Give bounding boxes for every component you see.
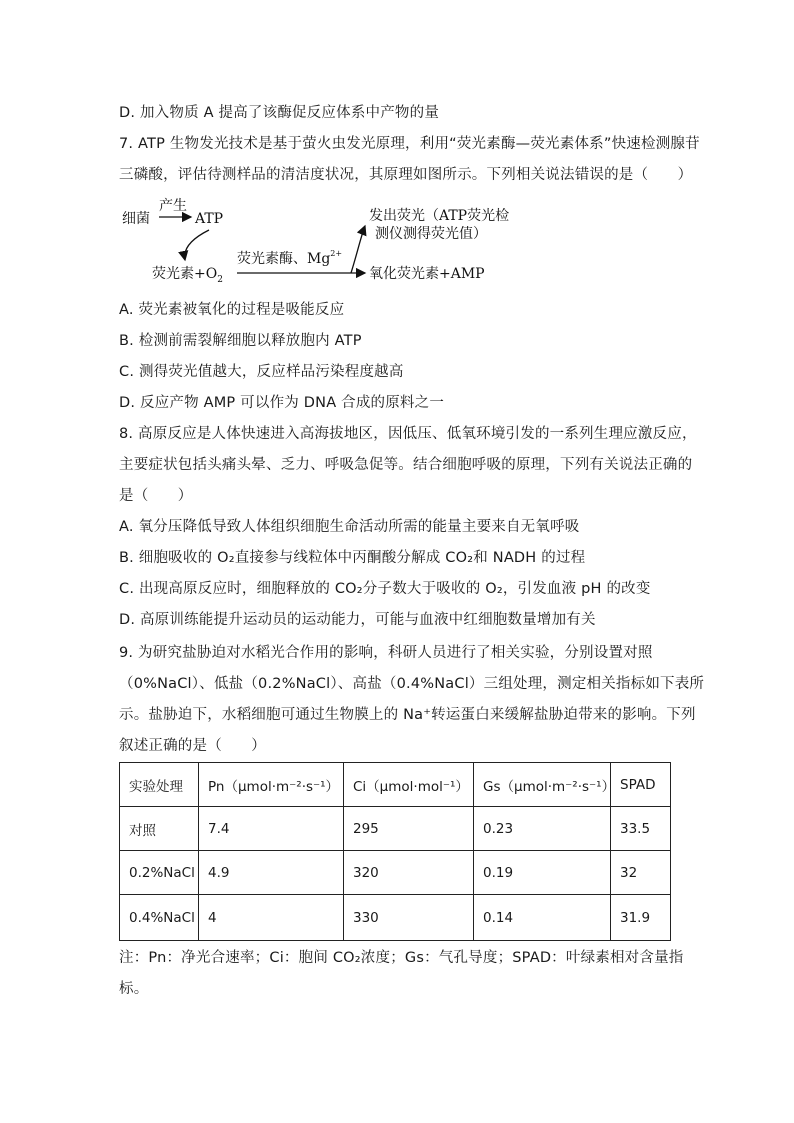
q9-stem-line-3: 示。盐胁迫下，水稻细胞可通过生物膜上的 Na⁺转运蛋白来缓解盐胁迫带来的影响。下列	[119, 707, 696, 723]
q9-stem-line-1: 9. 为研究盐胁迫对水稻光合作用的影响，科研人员进行了相关实验，分别设置对照	[119, 645, 653, 661]
table-cell: 7.4	[199, 807, 344, 851]
atp-fluorescence-diagram	[119, 196, 539, 292]
q8-stem-line-2: 主要症状包括头痛头晕、乏力、呼吸急促等。结合细胞呼吸的原理，下列有关说法正确的	[119, 457, 693, 473]
q9-note-line-2: 标。	[119, 981, 149, 997]
q9-note-line-1: 注：Pn：净光合速率；Ci：胞间 CO₂浓度；Gs：气孔导度；SPAD：叶绿素相对含量指	[119, 950, 684, 966]
header-cell: Ci（μmol·mol⁻¹）	[344, 763, 474, 807]
q8-option-a: A. 氧分压降低导致人体组织细胞生命活动所需的能量主要来自无氧呼吸	[119, 519, 580, 535]
emit-arrow	[351, 226, 365, 273]
table-cell: 4	[199, 895, 344, 941]
header-cell: 实验处理	[120, 763, 199, 807]
table-cell: 0.19	[474, 851, 611, 895]
header-cell: Pn（μmol·m⁻²·s⁻¹）	[199, 763, 344, 807]
q6-option-d: D. 加入物质 A 提高了该酶促反应体系中产物的量	[119, 105, 440, 121]
q8-option-c: C. 出现高原反应时，细胞释放的 CO₂分子数大于吸收的 O₂，引发血液 pH 的改变	[119, 581, 651, 597]
table-cell: 0.4%NaCl	[120, 895, 199, 941]
produce-label: 产生	[159, 198, 187, 214]
bacteria-label: 细菌	[122, 211, 150, 227]
q8-option-d: D. 高原训练能提升运动员的运动能力，可能与血液中红细胞数量增加有关	[119, 612, 596, 628]
q7-stem-line-1: 7. ATP 生物发光技术是基于萤火虫发光原理，利用“荧光素酶—荧光素体系”快速检测腺苷	[119, 136, 700, 152]
product-label: 氧化荧光素+AMP	[369, 266, 485, 282]
q9-stem-line-2: （0%NaCl）、低盐（0.2%NaCl）、高盐（0.4%NaCl）三组处理，测定相关指标如下表所	[119, 676, 705, 692]
enzyme-label: 荧光素酶、$Mg^{2+}$	[237, 249, 343, 267]
table-cell: 320	[344, 851, 474, 895]
header-cell: Gs（μmol·m⁻²·s⁻¹）	[474, 763, 611, 807]
table-cell: 31.9	[611, 895, 671, 941]
table-row	[120, 895, 671, 941]
table-row	[120, 807, 671, 851]
q9-stem-line-4: 叙述正确的是（ ）	[119, 738, 266, 754]
q7-option-a: A. 荧光素被氧化的过程是吸能反应	[119, 302, 345, 318]
emit-line-2: 测仪测得荧光值）	[375, 226, 487, 242]
q7-option-b: B. 检测前需裂解细胞以释放胞内 ATP	[119, 333, 362, 349]
table-cell: 0.23	[474, 807, 611, 851]
table-cell: 33.5	[611, 807, 671, 851]
q8-stem-line-1: 8. 高原反应是人体快速进入高海拔地区，因低压、低氧环境引发的一系列生理应激反应，	[119, 426, 697, 442]
q7-stem-line-2: 三磷酸，评估待测样品的清洁度状况，其原理如图所示。下列相关说法错误的是（ ）	[119, 167, 693, 183]
emit-line-1: 发出荧光（ATP荧光检	[369, 208, 510, 224]
atp-to-substrate-arrow	[185, 230, 209, 260]
table-cell: 32	[611, 851, 671, 895]
table-header-row	[120, 763, 671, 807]
table-cell: 0.14	[474, 895, 611, 941]
q8-stem-line-3: 是（ ）	[119, 488, 193, 504]
table-cell: 4.9	[199, 851, 344, 895]
substrate-label: 荧光素$+O_2$	[152, 266, 223, 285]
q8-option-b: B. 细胞吸收的 O₂直接参与线粒体中丙酮酸分解成 CO₂和 NADH 的过程	[119, 550, 586, 566]
table-cell: 0.2%NaCl	[120, 851, 199, 895]
q7-option-c: C. 测得荧光值越大，反应样品污染程度越高	[119, 364, 404, 380]
salt-stress-table	[119, 762, 671, 941]
table-cell: 295	[344, 807, 474, 851]
table-row	[120, 851, 671, 895]
q7-option-d: D. 反应产物 AMP 可以作为 DNA 合成的原料之一	[119, 395, 445, 411]
atp-label: ATP	[195, 211, 224, 227]
table-cell: 330	[344, 895, 474, 941]
table-cell: 对照	[120, 807, 199, 851]
header-cell: SPAD	[611, 763, 671, 807]
